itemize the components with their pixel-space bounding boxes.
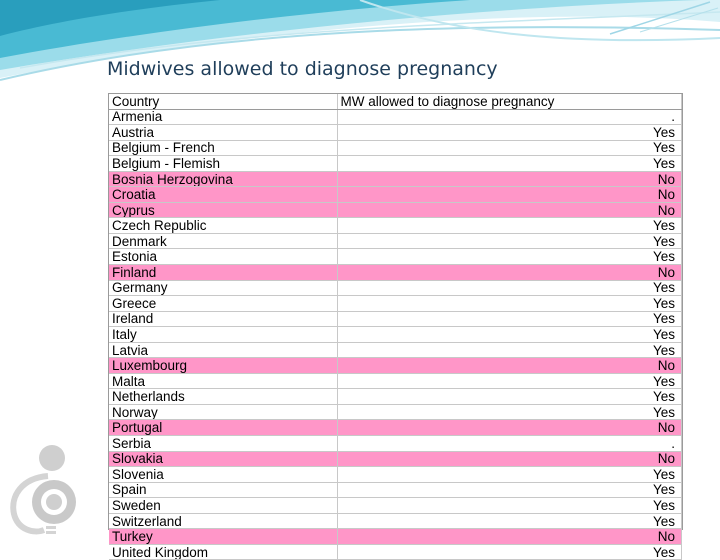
table-row [109,202,682,218]
country-cell: Turkey [109,529,337,545]
country-cell: Bosnia Herzogovina [109,171,337,187]
table-row [109,436,682,452]
table-row [109,404,682,420]
table-row [109,482,682,498]
country-cell: Cyprus [109,202,337,218]
mw-allowed-cell: No [337,358,682,374]
table-row [109,513,682,529]
table-body [109,94,682,560]
mw-allowed-cell: Yes [337,125,682,141]
mw-allowed-cell: Yes [337,233,682,249]
mw-allowed-cell: Yes [337,218,682,234]
table-row [109,544,682,560]
header-mw-allowed: MW allowed to diagnose pregnancy [337,94,682,109]
slide-title: Midwives allowed to diagnose pregnancy [107,58,498,80]
table-row [109,327,682,343]
country-cell: Luxembourg [109,358,337,374]
mw-allowed-cell: No [337,171,682,187]
table-row [109,140,682,156]
country-cell: Czech Republic [109,218,337,234]
country-cell: Italy [109,327,337,343]
country-cell: Ireland [109,311,337,327]
mw-allowed-cell: Yes [337,467,682,483]
country-cell: Germany [109,280,337,296]
mw-allowed-cell: Yes [337,156,682,172]
table-row [109,420,682,436]
mw-allowed-cell: . [337,436,682,452]
mw-allowed-cell: Yes [337,389,682,405]
country-cell: Belgium - French [109,140,337,156]
country-cell: Spain [109,482,337,498]
table-header-row [109,94,682,109]
header-swoosh-decoration [0,0,720,95]
country-cell: Norway [109,404,337,420]
table-row [109,171,682,187]
table-row [109,249,682,265]
table-row [109,358,682,374]
table-row [109,451,682,467]
mw-allowed-cell: Yes [337,296,682,312]
country-cell: Slovakia [109,451,337,467]
country-cell: Austria [109,125,337,141]
mw-allowed-cell: No [337,202,682,218]
country-cell: Armenia [109,109,337,125]
table-row [109,498,682,514]
table-row [109,233,682,249]
mw-allowed-cell: Yes [337,404,682,420]
table-row [109,529,682,545]
table-row [109,467,682,483]
table-row [109,156,682,172]
table-row [109,187,682,203]
mw-allowed-cell: Yes [337,498,682,514]
mw-allowed-cell: . [337,109,682,125]
mw-allowed-cell: Yes [337,373,682,389]
country-cell: Netherlands [109,389,337,405]
table-row [109,109,682,125]
mw-allowed-cell: Yes [337,249,682,265]
mw-allowed-cell: Yes [337,140,682,156]
country-cell: Finland [109,265,337,281]
table-row [109,296,682,312]
mw-allowed-cell: No [337,529,682,545]
country-cell: Croatia [109,187,337,203]
country-cell: Greece [109,296,337,312]
mw-allowed-cell: No [337,451,682,467]
country-cell: Sweden [109,498,337,514]
country-cell: Malta [109,373,337,389]
mw-allowed-cell: No [337,265,682,281]
country-cell: Denmark [109,233,337,249]
table-row [109,311,682,327]
country-cell: Slovenia [109,467,337,483]
table-row [109,218,682,234]
table-row [109,342,682,358]
country-cell: Portugal [109,420,337,436]
country-cell: Switzerland [109,513,337,529]
organization-logo-icon [8,440,88,536]
table-row [109,265,682,281]
mw-allowed-cell: Yes [337,311,682,327]
mw-allowed-cell: Yes [337,482,682,498]
mw-allowed-cell: Yes [337,327,682,343]
mw-allowed-cell: Yes [337,513,682,529]
mw-allowed-cell: No [337,420,682,436]
mw-allowed-cell: Yes [337,280,682,296]
table-row [109,373,682,389]
data-table [108,93,683,560]
mw-allowed-cell: Yes [337,544,682,560]
mw-allowed-cell: No [337,187,682,203]
country-cell: Belgium - Flemish [109,156,337,172]
country-cell: United Kingdom [109,544,337,560]
table-row [109,280,682,296]
table-row [109,389,682,405]
country-cell: Estonia [109,249,337,265]
country-cell: Serbia [109,436,337,452]
table-row [109,125,682,141]
country-cell: Latvia [109,342,337,358]
mw-allowed-cell: Yes [337,342,682,358]
header-country: Country [109,94,337,109]
